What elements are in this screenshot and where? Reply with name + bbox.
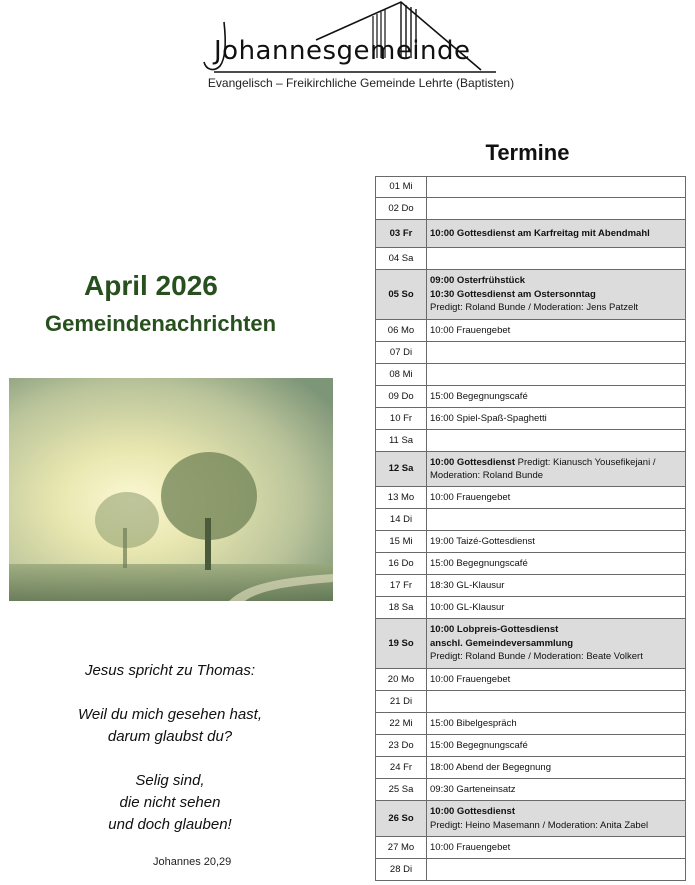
table-row: [376, 342, 686, 364]
day-cell: 11 Sa: [376, 430, 427, 452]
event-line: [430, 469, 682, 483]
event-line: [430, 601, 682, 615]
event-text: 10:00 Lobpreis-Gottesdienst: [430, 624, 559, 636]
event-line: [430, 673, 682, 687]
event-cell: [427, 177, 686, 198]
day-cell: 25 Sa: [376, 779, 427, 801]
table-row: [376, 801, 686, 837]
event-text: Predigt: Roland Bunde / Moderation: Beate Volkert: [430, 651, 643, 663]
event-text: Predigt: Heino Masemann / Moderation: Anita Zabel: [430, 819, 649, 831]
table-row: [376, 177, 686, 198]
event-cell: [427, 198, 686, 220]
day-cell: 21 Di: [376, 691, 427, 713]
verse-line: [40, 682, 300, 704]
event-cell: [427, 452, 686, 487]
event-line: [430, 301, 682, 315]
table-row: [376, 619, 686, 669]
day-cell: 18 Sa: [376, 597, 427, 619]
event-text: 19:00 Taizé-Gottesdienst: [430, 535, 535, 547]
termine-table: [375, 176, 686, 881]
event-text: 15:00 Begegnungscafé: [430, 390, 528, 402]
table-row: [376, 364, 686, 386]
event-line: [430, 761, 682, 775]
table-row: [376, 735, 686, 757]
table-row: [376, 597, 686, 619]
event-line: [430, 841, 682, 855]
event-text: 10:00 Gottesdienst: [430, 806, 515, 817]
day-cell: 24 Fr: [376, 757, 427, 779]
event-cell: [427, 270, 686, 320]
table-row: [376, 509, 686, 531]
verse-reference: Johannes 20,29: [153, 856, 232, 868]
event-line: [430, 227, 682, 241]
event-line: [430, 535, 682, 549]
event-line: [430, 819, 682, 833]
event-text: 10:00 Gottesdienst: [430, 456, 515, 468]
day-cell: 13 Mo: [376, 487, 427, 509]
table-row: [376, 779, 686, 801]
event-text: 10:00 Frauengebet: [430, 491, 511, 503]
table-row: [376, 320, 686, 342]
church-logo: [196, 0, 526, 92]
month-heading: April 2026: [84, 270, 218, 301]
day-cell: 27 Mo: [376, 837, 427, 859]
table-row: [376, 575, 686, 597]
event-line: [430, 390, 682, 404]
day-cell: 28 Di: [376, 859, 427, 881]
table-row: [376, 270, 686, 320]
newsletter-heading: Gemeindenachrichten: [45, 311, 277, 336]
table-row: [376, 198, 686, 220]
day-cell: 17 Fr: [376, 575, 427, 597]
bible-verse: [40, 660, 300, 836]
event-text: 18:30 GL-Klausur: [430, 579, 505, 591]
event-line: [430, 456, 682, 470]
event-text: 09:30 Garteneinsatz: [430, 783, 516, 795]
event-cell: [427, 859, 686, 881]
verse-line: darum glaubst du?: [107, 728, 233, 745]
event-text: 15:00 Begegnungscafé: [430, 739, 528, 751]
event-cell: [427, 757, 686, 779]
event-cell: [427, 531, 686, 553]
event-line: [430, 739, 682, 753]
event-cell: [427, 553, 686, 575]
verse-line: Jesus spricht zu Thomas:: [84, 662, 256, 679]
verse-line: [40, 748, 300, 770]
event-cell: [427, 597, 686, 619]
day-cell: 23 Do: [376, 735, 427, 757]
event-line: [430, 650, 682, 664]
event-text: 10:00 Frauengebet: [430, 324, 511, 336]
day-cell: 04 Sa: [376, 248, 427, 270]
event-line: [430, 288, 682, 302]
event-text: 10:00 Frauengebet: [430, 841, 511, 853]
event-cell: [427, 669, 686, 691]
event-cell: [427, 487, 686, 509]
event-line: [430, 491, 682, 505]
table-row: [376, 691, 686, 713]
event-line: [430, 274, 682, 288]
event-text: 09:00 Osterfrühstück: [430, 275, 526, 287]
event-text: 10:30 Gottesdienst am Ostersonntag: [430, 288, 596, 300]
event-line: [430, 412, 682, 426]
event-cell: [427, 342, 686, 364]
day-cell: 22 Mi: [376, 713, 427, 735]
logo-title: Johannesgemeinde: [214, 36, 471, 66]
event-cell: [427, 735, 686, 757]
event-cell: [427, 408, 686, 430]
event-text: 18:00 Abend der Begegnung: [430, 761, 551, 773]
day-cell: 03 Fr: [376, 220, 427, 248]
misty-trees-photo: [9, 378, 333, 601]
event-cell: [427, 320, 686, 342]
event-cell: [427, 691, 686, 713]
table-row: [376, 248, 686, 270]
event-line: [430, 717, 682, 731]
event-text: 10:00 GL-Klausur: [430, 601, 505, 613]
day-cell: 16 Do: [376, 553, 427, 575]
event-cell: [427, 509, 686, 531]
event-line: [430, 324, 682, 338]
day-cell: 05 So: [376, 270, 427, 320]
event-text: 15:00 Begegnungscafé: [430, 557, 528, 569]
event-line: [430, 637, 682, 651]
day-cell: 14 Di: [376, 509, 427, 531]
event-text: 15:00 Bibelgespräch: [430, 717, 517, 729]
verse-line: und doch glauben!: [108, 816, 232, 833]
day-cell: 26 So: [376, 801, 427, 837]
event-cell: [427, 713, 686, 735]
verse-line: die nicht sehen: [119, 794, 221, 811]
event-text: Predigt: Roland Bunde / Moderation: Jens Patzelt: [430, 302, 639, 314]
day-cell: 02 Do: [376, 198, 427, 220]
event-line: [430, 805, 682, 819]
event-text: 10:00 Frauengebet: [430, 673, 511, 685]
event-cell: [427, 364, 686, 386]
event-text: Moderation: Roland Bunde: [430, 470, 544, 481]
logo-subtitle: Evangelisch – Freikirchliche Gemeinde Lehrte (Baptisten): [207, 76, 515, 90]
table-row: [376, 430, 686, 452]
event-cell: [427, 220, 686, 248]
event-line: [430, 579, 682, 593]
table-row: [376, 408, 686, 430]
termine-title: Termine: [485, 140, 570, 165]
table-row: [376, 531, 686, 553]
verse-line: Selig sind,: [135, 772, 205, 789]
day-cell: 06 Mo: [376, 320, 427, 342]
table-row: [376, 553, 686, 575]
table-row: [376, 669, 686, 691]
event-cell: [427, 575, 686, 597]
event-cell: [427, 386, 686, 408]
termine-table-body: [376, 177, 686, 881]
table-row: [376, 859, 686, 881]
table-row: [376, 487, 686, 509]
event-text: 16:00 Spiel-Spaß-Spaghetti: [430, 412, 547, 424]
event-cell: [427, 779, 686, 801]
day-cell: 07 Di: [376, 342, 427, 364]
event-line: [430, 557, 682, 571]
table-row: [376, 837, 686, 859]
event-cell: [427, 248, 686, 270]
day-cell: 15 Mi: [376, 531, 427, 553]
event-cell: [427, 430, 686, 452]
day-cell: 20 Mo: [376, 669, 427, 691]
table-row: [376, 386, 686, 408]
event-line: [430, 623, 682, 637]
event-text-rest: Predigt: Kianusch Yousefikejani /: [515, 456, 656, 468]
event-line: [430, 783, 682, 797]
day-cell: 08 Mi: [376, 364, 427, 386]
table-row: [376, 452, 686, 487]
day-cell: 10 Fr: [376, 408, 427, 430]
day-cell: 01 Mi: [376, 177, 427, 198]
event-text: 10:00 Gottesdienst am Karfreitag mit Abendmahl: [430, 227, 650, 239]
day-cell: 19 So: [376, 619, 427, 669]
table-row: [376, 757, 686, 779]
table-row: [376, 713, 686, 735]
day-cell: 12 Sa: [376, 452, 427, 487]
verse-line: Weil du mich gesehen hast,: [78, 706, 262, 723]
table-row: [376, 220, 686, 248]
event-cell: [427, 837, 686, 859]
event-cell: [427, 619, 686, 669]
event-cell: [427, 801, 686, 837]
event-text: anschl. Gemeindeversammlung: [430, 637, 574, 649]
day-cell: 09 Do: [376, 386, 427, 408]
